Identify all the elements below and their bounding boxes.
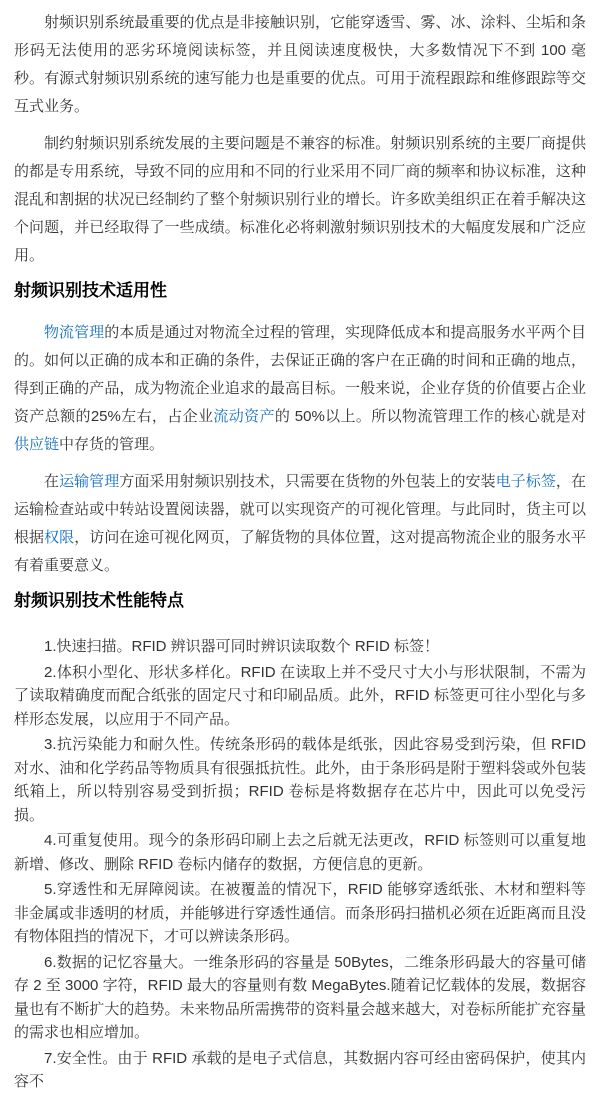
feature-list-item: 3.抗污染能力和耐久性。传统条形码的载体是纸张，因此容易受到污染，但 RFID 对水、油和化学药品等物质具有很强抵抗性。此外，由于条形码是附于塑料袋或外包装纸箱上，所以特别容易受到折损；RFID 卷标是将数据存在芯片中，因此可以免受污损。 [14, 736, 586, 824]
text-segment: 的本质是通过对物流全过程的管理，实现降低成本和提高服务水平两个目的。如何以正确的成本和正确的条件，去保证正确的客户在正确的时间和正确的地点，得到正确的产品，成为物流企业追求的最高目标。一般来说，企业存货的价值要占企业资产总额的25%左右，占企业 [14, 324, 586, 425]
inline-link[interactable]: 运输管理 [59, 473, 120, 490]
inline-link[interactable]: 物流管理 [44, 324, 105, 341]
paragraph-standards [14, 130, 586, 270]
feature-list [14, 635, 586, 1094]
text-segment: 制约射频识别系统发展的主要问题是不兼容的标准。射频识别系统的主要厂商提供的都是专用系统，导致不同的应用和不同的行业采用不同厂商的频率和协议标准，这种混乱和割据的状况已经制约了整个射频识别行业的增长。许多欧美组织正在着手解决这个问题，并已经取得了一些成绩。标准化必将刺激射频识别技术的大幅度发展和广泛应用。 [14, 135, 586, 264]
text-segment: ，在运输检查站或中转站设置阅读器，就可以实现资产的可视化管理。与此同时，货主可以根据 [14, 473, 586, 546]
text-segment: 的 50%以上。所以物流管理工作的核心就是对 [274, 408, 586, 425]
inline-link[interactable]: 电子标签 [495, 473, 556, 490]
inline-link[interactable]: 流动资产 [213, 408, 275, 425]
inline-link[interactable]: 供应链 [14, 436, 60, 453]
feature-list-item: 2.体积小型化、形状多样化。RFID 在读取上并不受尺寸大小与形状限制，不需为了读取精确度而配合纸张的固定尺寸和印刷品质。此外，RFID 标签更可往小型化与多样形态发展，以应用于不同产品。 [14, 663, 586, 728]
paragraph-rfid-advantages [14, 9, 586, 121]
feature-list-item: 5.穿透性和无屏障阅读。在被覆盖的情况下，RFID 能够穿透纸张、木材和塑料等非金属或非透明的材质，并能够进行穿透性通信。而条形码扫描机必须在近距离而且没有物体阻挡的情况下，才可以辨读条形码。 [14, 881, 586, 945]
text-segment: 中存货的管理。 [59, 436, 165, 453]
text-segment: 方面采用射频识别技术，只需要在货物的外包装上的安装 [119, 473, 496, 490]
heading-applicability: 射频识别技术适用性 [14, 281, 167, 300]
feature-list-item: 4.可重复使用。现今的条形码印刷上去之后就无法更改，RFID 标签则可以重复地新增、修改、删除 RFID 卷标内储存的数据，方便信息的更新。 [14, 832, 586, 873]
paragraph-transport [14, 468, 586, 580]
feature-list-item: 6.数据的记忆容量大。一维条形码的容量是 50Bytes，二维条形码最大的容量可储存 2 至 3000 字符，RFID 最大的容量则有数 MegaBytes.随着记忆载体的发展，数据容量也有不断扩大的趋势。未来物品所需携带的资料量会越来越大，对卷标所能扩充容量的需求也相应增加。 [14, 953, 586, 1041]
text-segment: 在 [44, 473, 60, 490]
inline-link[interactable]: 权限 [44, 529, 75, 546]
paragraph-logistics [14, 319, 586, 459]
text-segment: 射频识别系统最重要的优点是非接触识别，它能穿透雪、雾、冰、涂料、尘垢和条形码无法使用的恶劣环境阅读标签，并且阅读速度极快，大多数情况下不到 100 毫秒。有源式射频识别系统的速写能力也是重要的优点。可用于流程跟踪和维修跟踪等交互式业务。 [14, 14, 586, 115]
heading-features: 射频识别技术性能特点 [14, 591, 184, 610]
feature-list-item: 1.快速扫描。RFID 辨识器可同时辨识读取数个 RFID 标签！ [44, 638, 440, 655]
feature-list-item: 7.安全性。由于 RFID 承载的是电子式信息，其数据内容可经由密码保护，使其内容不 [14, 1049, 586, 1090]
text-segment: ，访问在途可视化网页，了解货物的具体位置，这对提高物流企业的服务水平有着重要意义。 [14, 529, 586, 574]
